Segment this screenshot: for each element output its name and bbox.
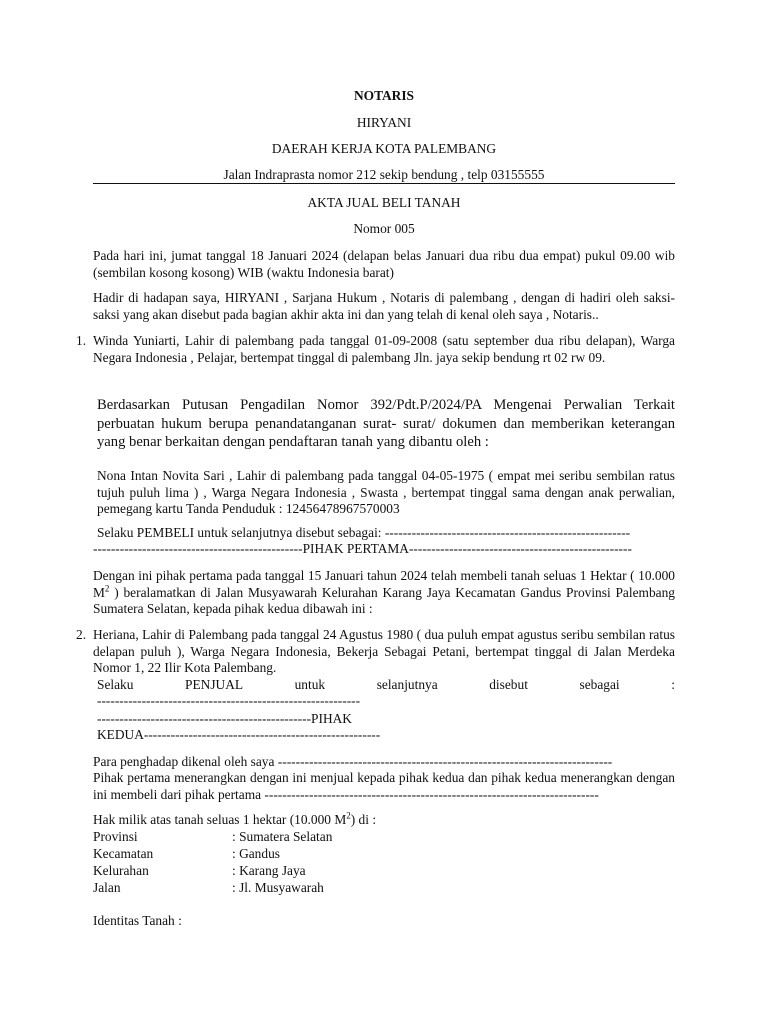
list-marker-2: 2. [76, 627, 87, 642]
location-label: Provinsi [93, 829, 138, 844]
seller-dash-line: ----------------------------------------------------------- [97, 693, 361, 708]
seller-word-selanjutnya: selanjutnya [376, 677, 438, 692]
first-party-identity: Winda Yuniarti, Lahir di palembang pada tanggal 01-09-2008 (satu september dua ribu delapan), Warga Negara Indonesia , Pelajar, bertempat tinggal di palembang Jln. jaya sekip bendung rt 02 rw 09. [93, 333, 675, 365]
location-row-district [93, 846, 280, 863]
square-meter-superscript: 2 [104, 583, 110, 594]
first-party-label-line: -----------------------------------------------PIHAK PERTAMA-------------------------------------------------- [93, 541, 632, 556]
purchase-text-start: Dengan ini pihak pertama pada tanggal 15 Januari tahun 2024 telah membeli tanah seluas 1 Hektar ( 10.000 M [93, 568, 675, 600]
header-divider [93, 183, 675, 184]
seller-word-colon: : [671, 677, 675, 692]
notary-region: DAERAH KERJA KOTA PALEMBANG [271, 141, 497, 156]
appearance-paragraph: Hadir di hadapan saya, HIRYANI , Sarjana Hukum , Notaris di palembang , dengan di hadiri oleh saksi-saksi yang akan disebut pada bagian akhir akta ini dan yang telah di kenal oleh saya , Notaris.. [93, 290, 675, 322]
seller-word-disebut: disebut [489, 677, 528, 692]
seller-designation-line [97, 677, 675, 694]
second-party-identity: Heriana, Lahir di Palembang pada tanggal 24 Agustus 1980 ( dua puluh empat agustus seribu sembilan ratus delapan puluh ), Warga Negara Indonesia, Bekerja Sebagai Petani, bertempat tinggal di Jalan Merdeka Nomor 1, 22 Ilir Kota Palembang. [93, 627, 675, 675]
guardian-identity: Nona Intan Novita Sari , Lahir di palembang pada tanggal 04-05-1975 ( empat mei seribu sembilan ratus tujuh puluh lima ) , Warga Negara Indonesia , Swasta , bertempat tinggal sama dengan anak perwalian, pemegang kartu Tanda Penduduk : 12456478967570003 [97, 468, 675, 516]
location-row-province [93, 829, 332, 846]
ownership-superscript: 2 [346, 810, 351, 821]
location-value: : Karang Jaya [232, 863, 306, 878]
seller-word-sebagai: sebagai [579, 677, 620, 692]
buyer-designation-line: Selaku PEMBELI untuk selanjutnya disebut sebagai: ------------------------------------------------------- [97, 525, 631, 540]
seller-word-untuk: untuk [294, 677, 326, 692]
court-decision-paragraph: Berdasarkan Putusan Pengadilan Nomor 392/Pdt.P/2024/PA Mengenai Perwalian Terkait perbuatan hukum berupa penandatanganan surat- surat/ dokumen dan memberikan keterangan yang benar berkaitan dengan pendaftaran tanah yang dibantu oleh : [97, 397, 675, 450]
purchase-text-end: ) beralamatkan di Jalan Musyawarah Kelurahan Karang Jaya Kecamatan Gandus Provinsi Palembang Sumatera Selatan, kepada pihak kedua dibawah ini : [93, 584, 675, 616]
parties-known-line: Para penghadap dikenal oleh saya --------------------------------------------------------------------------- [93, 754, 613, 769]
sale-declaration: Pihak pertama menerangkan dengan ini menjual kepada pihak kedua dan pihak kedua menerangkan dengan ini membeli dari pihak pertama --------------------------------------------------------------------------- [93, 770, 675, 802]
seller-word-penjual: PENJUAL [185, 677, 244, 692]
opening-paragraph: Pada hari ini, jumat tanggal 18 Januari 2024 (delapan belas Januari dua ribu dua empat) pukul 09.00 wib (sembilan kosong kosong) WIB (waktu Indonesia barat) [93, 248, 675, 280]
location-label: Jalan [93, 880, 121, 895]
land-identity-heading: Identitas Tanah : [93, 913, 182, 928]
list-marker-1: 1. [76, 333, 87, 348]
location-label: Kecamatan [93, 846, 154, 861]
deed-number: Nomor 005 [353, 221, 415, 236]
location-row-subdistrict [93, 863, 306, 880]
location-label: Kelurahan [93, 863, 149, 878]
ownership-text-start: Hak milik atas tanah seluas 1 hektar (10.000 M [93, 812, 347, 827]
deed-title: AKTA JUAL BELI TANAH [307, 195, 461, 210]
location-value: : Gandus [232, 846, 280, 861]
notary-name: HIRYANI [356, 115, 412, 130]
location-value: : Sumatera Selatan [232, 829, 333, 844]
notary-title: NOTARIS [353, 88, 415, 103]
purchase-paragraph [93, 568, 675, 618]
location-row-street [93, 880, 324, 897]
ownership-text-end: ) di : [350, 812, 377, 827]
ownership-line [93, 812, 376, 829]
notary-address: Jalan Indraprasta nomor 212 sekip bendung , telp 03155555 [223, 167, 545, 182]
second-party-label-line: ------------------------------------------------PIHAK [97, 711, 352, 726]
seller-word-selaku: Selaku [97, 677, 134, 692]
second-party-label-line-end: KEDUA----------------------------------------------------- [97, 727, 381, 742]
location-value: : Jl. Musyawarah [232, 880, 324, 895]
